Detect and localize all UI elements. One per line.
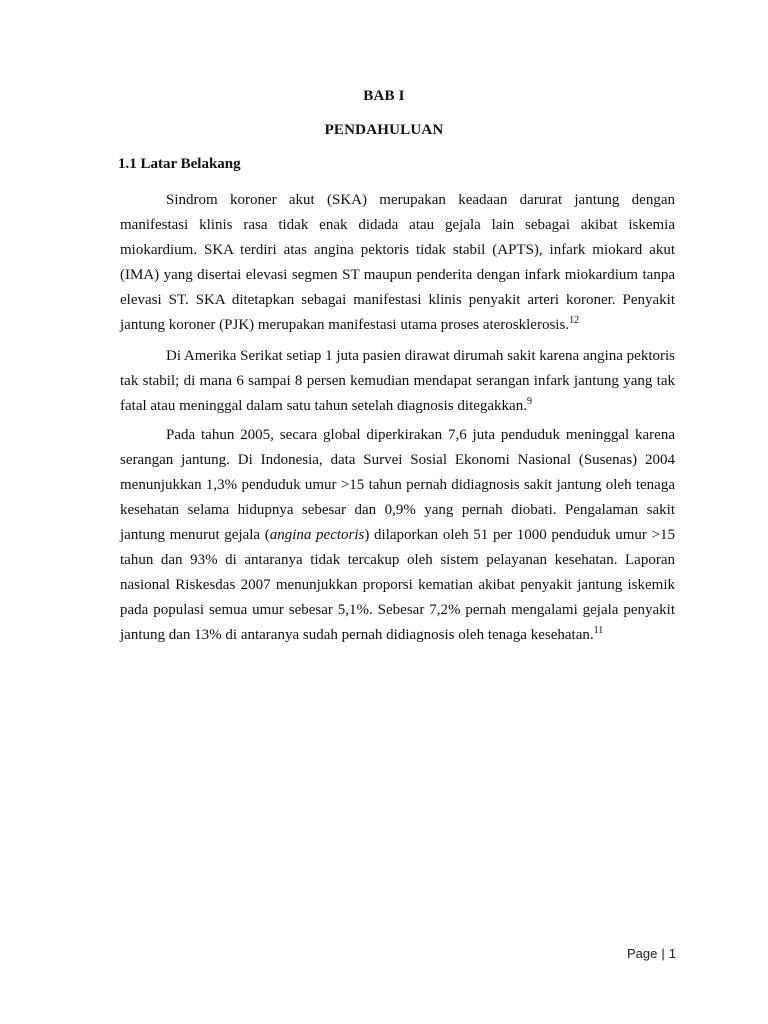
page-separator: | [661, 946, 665, 961]
page-word: Page [627, 946, 658, 961]
page-footer [627, 946, 676, 961]
citation-9: 9 [526, 396, 532, 407]
paragraph-2 [120, 344, 675, 419]
paragraph-2-text: Di Amerika Serikat setiap 1 juta pasien dirawat dirumah sakit karena angina pektoris tak stabil; di mana 6 sampai 8 persen kemudian mendapat serangan infark jantung yang tak fatal atau meninggal dalam satu tahun setelah diagnosis ditegakkan. [120, 348, 676, 414]
paragraph-3-italic-term: angina pectoris [269, 527, 365, 543]
paragraph-3-text-end: ) dilaporkan oleh 51 per 1000 penduduk umur >15 tahun dan 93% di antaranya tidak tercakup oleh sistem pelayanan kesehatan. Laporan nasional Riskesdas 2007 menunjukkan proporsi kematian akibat penyakit jantung iskemik pada populasi semua umur sebesar 5,1%. Sebesar 7,2% pernah mengalami gejala penyakit jantung dan 13% di antaranya sudah pernah didiagnosis oleh tenaga kesehatan. [120, 527, 675, 643]
paragraph-1 [120, 188, 675, 338]
chapter-label: BAB I [363, 88, 405, 104]
chapter-title: PENDAHULUAN [324, 122, 444, 138]
citation-12: 12 [569, 315, 580, 326]
paragraph-3-text-start: Pada tahun 2005, secara global diperkirakan 7,6 juta penduduk meninggal karena serangan jantung. Di Indonesia, data Survei Sosial Ekonomi Nasional (Susenas) 2004 menunjukkan 1,3% penduduk umur >15 tahun pernah didiagnosis sakit jantung oleh tenaga kesehatan selama hidupnya sebesar dan 0,9% yang pernah diobati. Pengalaman sakit jantung menurut gejala ( [120, 427, 675, 543]
paragraph-1-text: Sindrom koroner akut (SKA) merupakan keadaan darurat jantung dengan manifestasi klinis rasa tidak enak didada atau gejala lain sebagai akibat iskemia miokardium. SKA terdiri atas angina pektoris tidak stabil (APTS), infark miokard akut (IMA) yang disertai elevasi segmen ST maupun penderita dengan infark miokardium tanpa elevasi ST. SKA ditetapkan sebagai manifestasi klinis penyakit arteri koroner. Penyakit jantung koroner (PJK) merupakan manifestasi utama proses aterosklerosis. [120, 192, 675, 333]
page-number: 1 [668, 946, 676, 961]
citation-11: 11 [593, 625, 604, 636]
section-heading: 1.1 Latar Belakang [118, 156, 241, 172]
body-text [120, 188, 675, 652]
paragraph-3 [120, 423, 675, 648]
